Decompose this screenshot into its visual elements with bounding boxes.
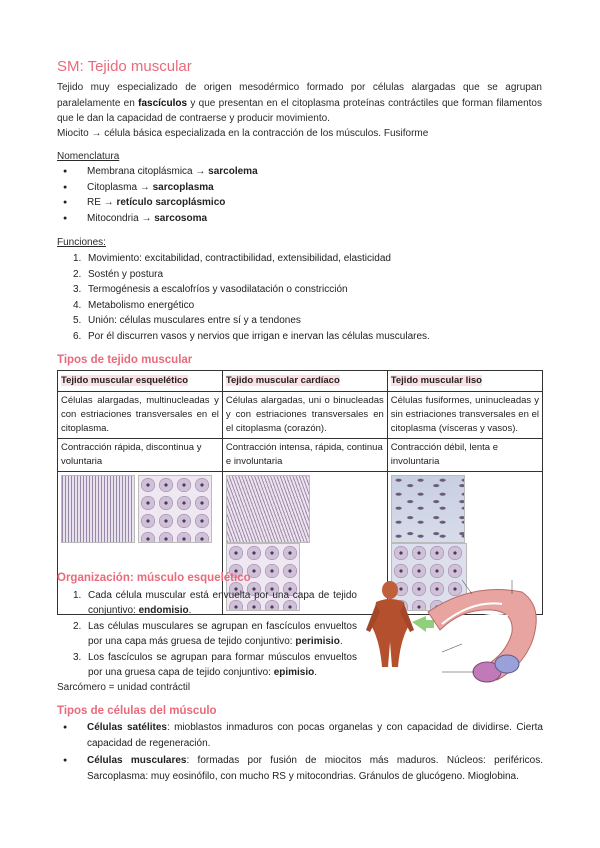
page-title: SM: Tejido muscular (57, 58, 192, 75)
item-number: 1. (73, 590, 82, 601)
item-text: : formadas por fusión de miocitos más maduros. Núcleos: periféricos. Sarcoplasma: muy eosinófilo, con mucho RS y mitocondrias. Gránulos de glucógeno. Mioglobina. (87, 755, 543, 782)
miocito-line: Miocito → célula básica especializada en la contracción de los músculos. Fusiforme (57, 128, 429, 139)
item-text: Metabolismo energético (88, 299, 195, 311)
nomenclatura-heading: Nomenclatura (57, 151, 120, 162)
list-item (57, 211, 258, 227)
list-item (57, 195, 258, 211)
item-text-end: . (314, 667, 318, 678)
item-text: Termogénesis a escalofríos y vasodilatación o constricción (88, 284, 348, 295)
list-item (57, 720, 543, 751)
list-item (57, 282, 430, 298)
nomenclatura-list (57, 164, 258, 226)
item-bold: perimisio (295, 636, 340, 647)
item-number: 4. (73, 299, 82, 311)
intro-text: Tejido muy especializado de origen mesodérmico formado por células alargadas que se agrupan paralelamente en (57, 82, 542, 109)
list-item (57, 588, 357, 618)
header-label: Tejido muscular liso (390, 375, 482, 386)
table-header (387, 371, 542, 392)
item-text: RE → (87, 197, 117, 208)
table-cell: Células fusiformes, uninucleadas y sin estriaciones transversales en el citoplasma (vísceras y vasos). (387, 392, 542, 439)
item-text: Citoplasma → (87, 181, 153, 193)
list-item (57, 267, 430, 283)
cardiac-longitudinal-micrograph (226, 475, 310, 543)
intro-paragraph (57, 80, 542, 127)
item-number: 3. (73, 652, 82, 663)
organizacion-list (57, 588, 357, 680)
list-item (57, 753, 543, 784)
muscle-anatomy-illustration (362, 572, 547, 687)
item-number: 5. (73, 315, 82, 326)
funciones-heading: Funciones: (57, 237, 106, 248)
table-cell: Contracción rápida, discontinua y voluntaria (58, 439, 223, 472)
item-bold: endomisio (138, 605, 189, 616)
myofibril-cross-section (495, 655, 519, 673)
muscular-figure (366, 581, 414, 667)
item-number: 2. (73, 621, 82, 632)
list-item (57, 619, 357, 649)
list-item (57, 313, 430, 329)
celulas-list (57, 720, 543, 786)
list-item (57, 650, 357, 680)
item-number: 2. (73, 268, 82, 280)
item-text: Movimiento: excitabilidad, contractibilidad, extensibilidad, elasticidad (88, 253, 391, 264)
list-item (57, 329, 430, 345)
table-row (58, 439, 543, 472)
item-text: Unión: células musculares entre sí y a tendones (88, 315, 301, 326)
tipos-heading: Tipos de tejido muscular (57, 354, 193, 366)
item-text: Membrana citoplásmica → (87, 166, 209, 177)
table-header (222, 371, 387, 392)
item-bold: sarcoplasma (152, 181, 214, 193)
organizacion-heading: Organización: músculo esquelético (57, 572, 251, 584)
item-text-end: . (188, 605, 192, 616)
item-number: 1. (73, 253, 82, 264)
item-bold: epimisio (273, 667, 315, 678)
table-header (58, 371, 223, 392)
header-label: Tejido muscular cardíaco (225, 375, 340, 386)
item-text: Las células musculares se agrupan en fascículos envueltos por una capa más gruesa de tejido conjuntivo: (88, 621, 357, 647)
item-bold: sarcosoma (154, 212, 208, 224)
table-cell: Células alargadas, multinucleadas y con estriaciones transversales en el citoplasma. (58, 392, 223, 439)
table-cell: Contracción intensa, rápida, continua e involuntaria (222, 439, 387, 472)
item-bold: Células satélites (87, 722, 167, 733)
item-text: Mitocondria → (87, 212, 155, 224)
table-row (58, 392, 543, 439)
table-cell: Células alargadas, uni o binucleadas y con estriaciones transversales en el citoplasma (corazón). (222, 392, 387, 439)
item-text: Sostén y postura (88, 268, 164, 280)
list-item (57, 180, 258, 196)
table-cell: Contracción débil, lenta e involuntaria (387, 439, 542, 472)
label-leader (442, 644, 462, 652)
arrow-icon (412, 616, 434, 632)
fascicle-line (452, 615, 508, 630)
item-number: 6. (73, 330, 82, 342)
item-bold: retículo sarcoplásmico (116, 197, 226, 208)
sarcomero-line: Sarcómero = unidad contráctil (57, 682, 191, 693)
item-bold: Células musculares (87, 755, 187, 766)
item-text: Los fascículos se agrupan para formar músculos envueltos por una gruesa capa de tejido conjuntivo: (88, 652, 357, 678)
label-leader (462, 580, 472, 594)
intro-text-end: y que presentan en el citoplasma proteínas contráctiles que forman filamentos que le dan la capacidad de contraerse y producir movimiento. (57, 97, 542, 124)
intro-bold: fascículos (138, 97, 188, 109)
funciones-list (57, 251, 430, 344)
organizacion-list-wrap (57, 588, 357, 681)
list-item (57, 251, 430, 267)
skeletal-longitudinal-micrograph (61, 475, 135, 543)
list-item (57, 164, 258, 180)
list-item (57, 298, 430, 314)
smooth-longitudinal-micrograph (391, 475, 465, 543)
item-text-end: . (339, 636, 343, 647)
item-text: : mioblastos inmaduros con pocas organelas y con capacidad de dividirse. Cierta capacidad de regeneración. (87, 722, 543, 749)
item-text: Por él discurren vasos y nervios que irrigan e inervan las células musculares. (88, 330, 430, 342)
item-text: Cada célula muscular está envuelta por una capa de tejido conjuntivo: (88, 590, 357, 616)
table-header-row (58, 371, 543, 392)
item-bold: sarcolema (208, 166, 258, 177)
skeletal-cross-section-micrograph (138, 475, 212, 543)
header-label: Tejido muscular esquelético (61, 375, 189, 386)
item-number: 3. (73, 284, 82, 295)
celulas-heading: Tipos de células del músculo (57, 705, 217, 717)
